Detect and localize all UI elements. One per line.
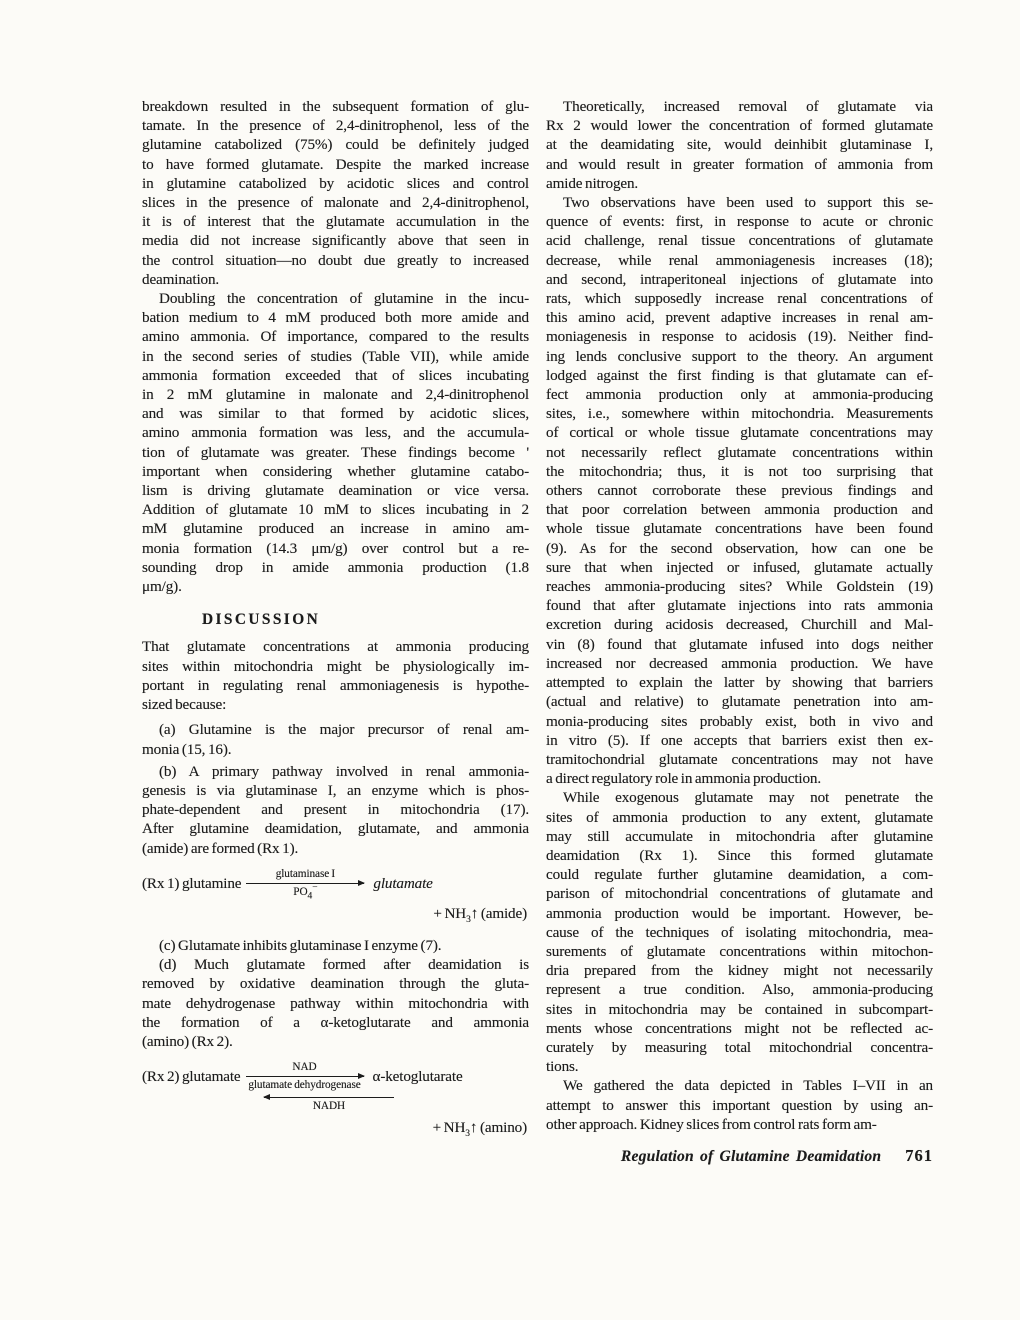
paragraph <box>546 1076 933 1134</box>
reaction-main-row <box>142 868 529 899</box>
text-line: Doubling the concentration of glutamine in the incu- <box>159 290 529 308</box>
reaction-reactant: (Rx 2) glutamate <box>142 1068 241 1086</box>
reaction-enzyme-label: NAD <box>292 1061 317 1074</box>
text-line: sites of ammonia production to any extent, glutamate <box>546 808 933 826</box>
text-line: vin (8) found that glutamate infused into dogs neither <box>546 635 933 653</box>
text-line: at the deamidating site, would deinhibit glutaminase I, <box>546 136 933 154</box>
text-line: a direct regulatory role in ammonia production. <box>546 770 821 788</box>
text-line: bation medium to 4 mM produced both more amide and <box>142 309 529 327</box>
text-line: removed by oxidative deamination through the gluta- <box>142 975 529 993</box>
text-line: amino ammonia. Of importance, compared to the results <box>142 328 529 346</box>
text-line: We gathered the data depicted in Tables I–VII in an <box>563 1077 933 1095</box>
text-line: in the second series of studies (Table VII), while amide <box>142 347 529 365</box>
reaction-byproduct: + $NH_3↑$ (amino) <box>432 1119 527 1140</box>
text-line: sites in mitochondria may be contained in subcompart- <box>546 1000 933 1018</box>
text-line: that poor correlation between ammonia production and <box>546 501 933 519</box>
running-title: Regulation of Glutamine Deamidation <box>620 1148 882 1165</box>
paragraph <box>142 720 529 758</box>
text-line: not necessarily reflect glutamate concentrations within <box>546 443 933 461</box>
text-line: phate-dependent and present in mitochondria (17). <box>142 801 529 819</box>
text-line: tamate. In the presence of 2,4-dinitrophenol, less of the <box>142 117 529 135</box>
reaction-condition-label: glutamate dehydrogenase <box>248 1079 361 1092</box>
text-line: Addition of glutamate 10 mM to slices incubating in 2 <box>142 501 529 519</box>
text-line: and was similar to that formed by acidotic slices, <box>142 405 529 423</box>
text-line: whole tissue glutamate concentrations have been found <box>546 520 933 538</box>
text-line: ments whose concentrations might not be reflected ac- <box>546 1019 933 1037</box>
text-line: mate dehydrogenase pathway within mitochondria with <box>142 994 529 1012</box>
text-line: mM glutamine produced an increase in amino am- <box>142 520 529 538</box>
text-line: rats, which supposedly increase renal concentrations of <box>546 290 933 308</box>
paragraph <box>546 193 933 788</box>
reaction-arrow <box>246 868 364 899</box>
paragraph <box>142 637 529 714</box>
text-line: deamination. <box>142 270 220 288</box>
text-line: the mitochondria; thus, it is not too surprising that <box>546 462 933 480</box>
text-line: ammonia production would be important. However, be- <box>546 904 933 922</box>
text-line: monia-producing sites probably exist, both in vivo and <box>546 712 933 730</box>
text-line: dria prepared from the kidney might not necessarily <box>546 962 933 980</box>
paragraph <box>142 936 529 955</box>
paragraph <box>546 97 933 193</box>
text-line: (9). As for the second observation, how can one be <box>546 539 933 557</box>
text-line: cause of the techniques of isolating mitochondria, mea- <box>546 923 933 941</box>
paragraph <box>142 955 529 1051</box>
text-line: and second, intraperitoneal injections of glutamate into <box>546 270 933 288</box>
text-line: genesis is via glutaminase I, an enzyme which is phos- <box>142 781 529 799</box>
left-column <box>142 97 529 1150</box>
right-column <box>546 97 933 1134</box>
text-line: (actual and relative) to glutamate penetration into am- <box>546 693 933 711</box>
text-line: While exogenous glutamate may not penetrate the <box>563 789 933 807</box>
text-line: After glutamine deamidation, glutamate, and ammonia <box>142 820 529 838</box>
text-line: (b) A primary pathway involved in renal ammonia- <box>159 762 529 780</box>
text-line: (d) Much glutamate formed after deamidation is <box>159 956 529 974</box>
text-line: (a) Glutamine is the major precursor of renal am- <box>159 721 529 739</box>
text-line: (amide) are formed (Rx 1). <box>142 839 299 857</box>
text-line: this amino acid, prevent adaptive increases in renal am- <box>546 309 933 327</box>
text-line: surements of glutamate concentrations within mitochon- <box>546 942 933 960</box>
text-line: the formation of a α-ketoglutarate and ammonia <box>142 1013 529 1031</box>
text-line: in glutamine catabolized by acidotic slices and control <box>142 174 529 192</box>
text-line: excretion during acidosis decreased, Churchill and Mal- <box>546 616 933 634</box>
reaction-product: glutamate <box>373 874 433 892</box>
text-line: monia (15, 16). <box>142 740 232 758</box>
text-line: (amino) (Rx 2). <box>142 1032 233 1050</box>
arrow-right-icon <box>246 1076 364 1077</box>
text-line: to have formed glutamate. Despite the marked increase <box>142 155 529 173</box>
text-line: parison of mitochondrial concentrations of glutamate and <box>546 885 933 903</box>
text-line: monia formation (14.3 μm/g) over control but a re- <box>142 539 529 557</box>
reaction-reactant: (Rx 1) glutamine <box>142 874 242 892</box>
reaction-enzyme-label: glutaminase I <box>275 867 336 880</box>
text-line: breakdown resulted in the subsequent formation of glu- <box>142 98 529 115</box>
text-line: amide nitrogen. <box>546 174 639 192</box>
text-line: (c) Glutamate inhibits glutaminase I enzyme (7). <box>159 936 442 954</box>
text-line: deamidation (Rx 1). Since this formed glutamate <box>546 846 933 864</box>
text-line: glutamine catabolized (75%) could be definitely judged <box>142 136 529 154</box>
reaction-main-row <box>142 1061 529 1092</box>
text-line: quence of events: first, in response to acute or chronic <box>546 213 933 231</box>
text-line: others cannot corroborate these previous findings and <box>546 482 933 500</box>
reaction-reverse-row <box>264 1095 529 1113</box>
text-line: Theoretically, increased removal of glutamate via <box>563 98 933 115</box>
text-line: amino ammonia formation was less, and the accumula- <box>142 424 529 442</box>
text-line: portant in regulating renal ammoniagenesis is hypothe- <box>142 676 529 694</box>
text-line: reaches ammonia-producing sites? While Goldstein (19) <box>546 578 933 596</box>
paragraph <box>142 762 529 858</box>
text-line: μm/g). <box>142 578 182 596</box>
text-line: decrease, while renal ammoniagenesis increases (18); <box>546 251 933 269</box>
text-line: sounding drop in amide ammonia production (1.8 <box>142 558 529 576</box>
text-line: lism is driving glutamate deamination or vice versa. <box>142 482 529 500</box>
text-line: moniagenesis in response to acidosis (19). Neither find- <box>546 328 933 346</box>
text-line: important when considering whether glutamine catabo- <box>142 462 529 480</box>
reaction-rx1 <box>142 868 529 923</box>
text-line: tions. <box>546 1058 579 1076</box>
text-line: the control situation—no doubt due greatly to increased <box>142 251 529 269</box>
paragraph <box>142 97 529 289</box>
text-line: fect ammonia production only at ammonia-producing <box>546 386 933 404</box>
text-line: represent a true condition. Also, ammonia-producing <box>546 981 933 999</box>
reverse-arrow <box>264 1095 394 1113</box>
text-line: in vitro (5). If one accepts that barriers exist then ex- <box>546 731 933 749</box>
text-line: may still accumulate in mitochondria after glutamine <box>546 827 933 845</box>
text-line: it is of interest that the glutamate accumulation in the <box>142 213 529 231</box>
text-line: increased nor decreased ammonia production. We have <box>546 654 933 672</box>
text-line: Rx 2 would lower the concentration of formed glutamate <box>546 117 933 135</box>
text-line: curately by measuring total mitochondrial concentra- <box>546 1038 933 1056</box>
text-line: lodged against the first finding is that glutamate can ef- <box>546 366 933 384</box>
section-heading: DISCUSSION <box>202 611 321 629</box>
text-line: of cortical or whole tissue glutamate concentrations may <box>546 424 933 442</box>
reaction-condition-label: $PO_4^-$ <box>293 882 318 901</box>
page-number: 761 <box>905 1146 933 1165</box>
text-line: sites within mitochondria might be physiologically im- <box>142 657 529 675</box>
text-line: and would result in greater formation of ammonia from <box>546 155 933 173</box>
text-line: ing lends conclusive support to the theory. An argument <box>546 347 933 365</box>
text-line: That glutamate concentrations at ammonia producing <box>142 638 529 656</box>
reaction-byproduct: + $NH_3↑$ (amide) <box>433 904 527 925</box>
text-line: sites, i.e., somewhere within mitochondria. Measurements <box>546 405 933 423</box>
text-line: could regulate further glutamine deamidation, a com- <box>546 866 933 884</box>
reaction-product: α-ketoglutarate <box>372 1068 463 1086</box>
text-line: attempt to answer this important question by using an- <box>546 1096 933 1114</box>
text-line: other approach. Kidney slices from control rats form am- <box>546 1115 877 1133</box>
text-line: acid challenge, renal tissue concentrations of glutamate <box>546 232 933 250</box>
text-line: sized because: <box>142 696 227 714</box>
text-line: slices in the presence of malonate and 2,4-dinitrophenol, <box>142 194 529 212</box>
reaction-rx2 <box>142 1061 529 1140</box>
arrow-left-icon <box>264 1097 394 1098</box>
text-line: attempted to explain the latter by showing that barriers <box>546 674 933 692</box>
page-footer <box>546 1146 933 1166</box>
paragraph <box>546 788 933 1076</box>
text-line: in 2 mM glutamine in malonate and 2,4-dinitrophenol <box>142 386 529 404</box>
text-line: tramitochondrial glutamate concentrations may not have <box>546 750 933 768</box>
text-line: sure that when injected or infused, glutamate actually <box>546 558 933 576</box>
text-line: media did not increase significantly above that seen in <box>142 232 529 250</box>
text-line: Two observations have been used to support this se- <box>563 194 933 212</box>
text-line: found that after glutamate injections into rats ammonia <box>546 597 933 615</box>
text-line: ammonia formation exceeded that of slices incubating <box>142 366 529 384</box>
arrow-right-icon <box>246 883 364 884</box>
reaction-arrow <box>246 1061 364 1092</box>
reverse-cofactor-label: NADH <box>312 1100 346 1113</box>
paragraph <box>142 289 529 596</box>
text-line: tion of glutamate was greater. These findings become ' <box>142 443 529 461</box>
